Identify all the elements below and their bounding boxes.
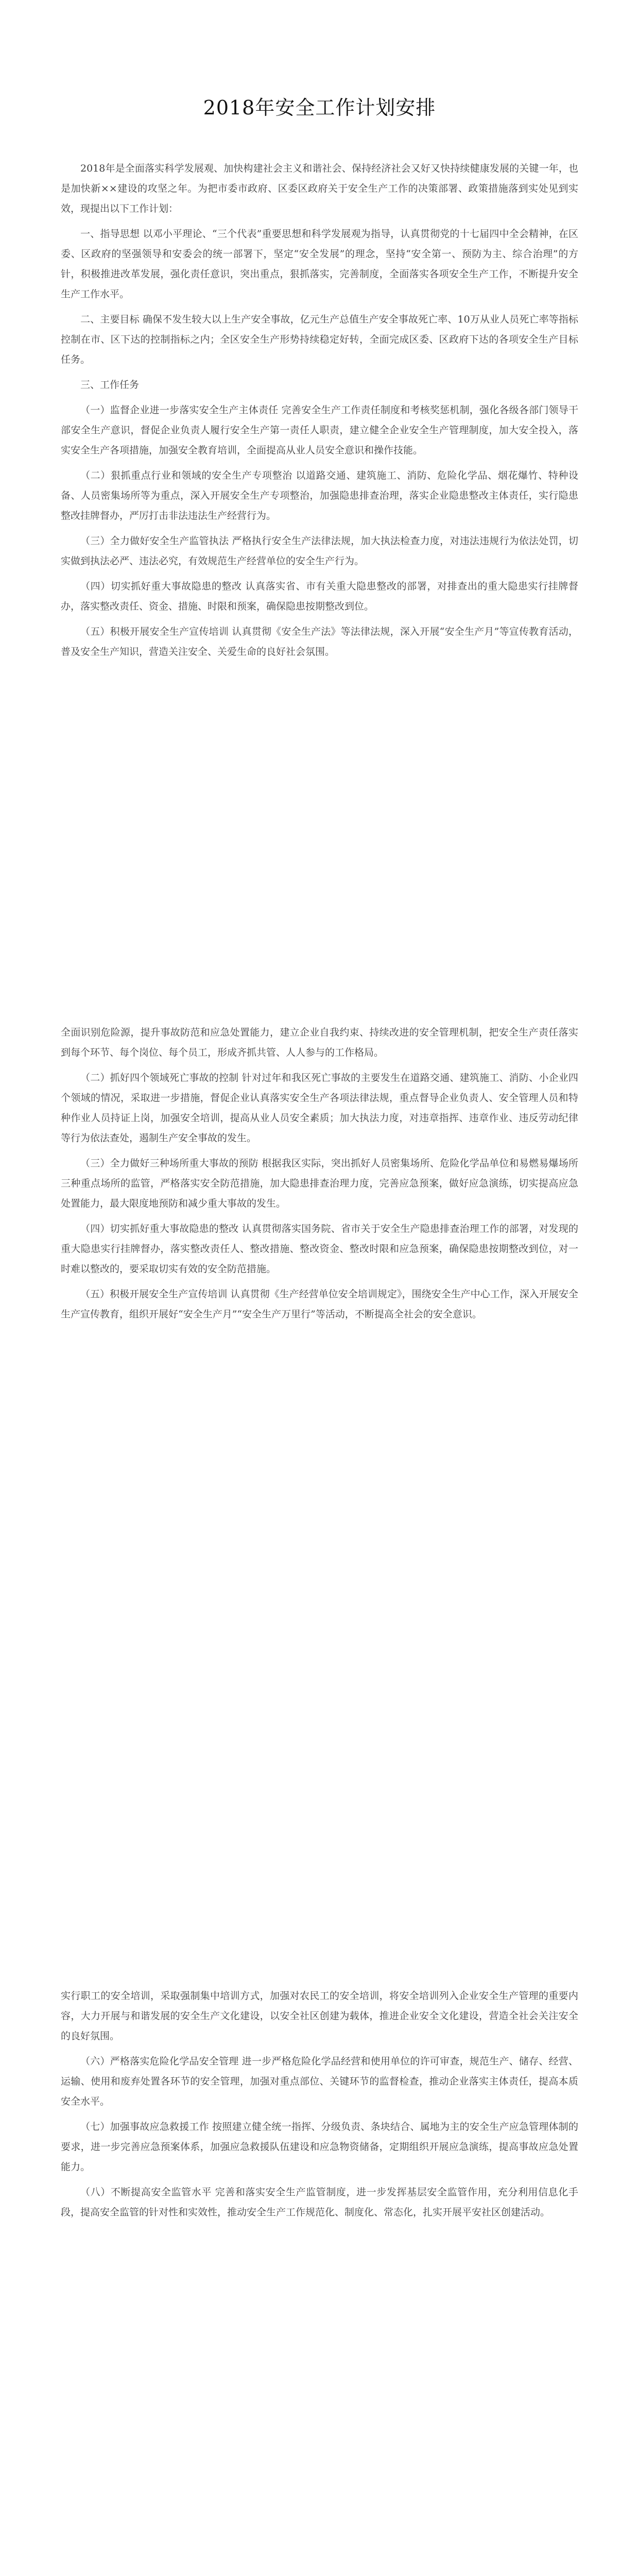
paragraph: （三）全力做好安全生产监管执法 严格执行安全生产法律法规，加大执法检查力度，对违法违规行为依法处罚，切实做到执法必严、违法必究，有效规范生产经营单位的安全生产行为。 bbox=[61, 535, 578, 567]
paragraph: （八）不断提高安全监管水平 完善和落实安全生产监管制度，进一步发挥基层安全监管作用，充分利用信息化手段，提高安全监管的针对性和实效性，推动安全生产工作规范化、制度化、常态化，扎实开展平安社区创建活动。 bbox=[61, 2187, 578, 2218]
paragraph: 实行职工的安全培训，采取强制集中培训方式，加强对农民工的安全培训，将安全培训列入企业安全生产管理的重要内容，大力开展与和谐发展的安全生产文化建设，以安全社区创建为载体，推进企业安全文化建设，营造全社会关注安全的良好氛围。 bbox=[61, 1990, 578, 2042]
paragraph: 2018年是全面落实科学发展观、加快构建社会主义和谐社会、保持经济社会又好又快持续健康发展的关键一年，也是加快新××建设的攻坚之年。为把市委市政府、区委区政府关于安全生产工作的决策部署、政策措施落到实处见到实效，现提出以下工作计划： bbox=[61, 163, 578, 214]
paragraph: （一）监督企业进一步落实安全生产主体责任 完善安全生产工作责任制度和考核奖惩机制，强化各级各部门领导干部安全生产意识，督促企业负责人履行安全生产第一责任人职责，建立健全企业安全生产管理制度，加大安全投入，落实安全生产各项措施，加强安全教育培训，全面提高从业人员安全意识和操作技能。 bbox=[61, 404, 578, 456]
paragraph: 二、主要目标 确保不发生较大以上生产安全事故，亿元生产总值生产安全事故死亡率、10万从业人员死亡率等指标控制在市、区下达的控制指标之内；全区安全生产形势持续稳定好转，全面完成区委、区政府下达的各项安全生产目标任务。 bbox=[61, 314, 578, 365]
section-heading: 三、工作任务 bbox=[80, 379, 140, 391]
paragraph: （五）积极开展安全生产宣传培训 认真贯彻《生产经营单位安全培训规定》，围绕安全生产中心工作，深入开展安全生产宣传教育，组织开展好“安全生产月”“安全生产万里行”等活动，不断提高全社会的安全意识。 bbox=[61, 1289, 578, 1320]
paragraph: （六）严格落实危险化学品安全管理 进一步严格危险化学品经营和使用单位的许可审查，规范生产、储存、经营、运输、使用和废弃处置各环节的安全管理，加强对重点部位、关键环节的监督检查，推动企业落实主体责任，提高本质安全水平。 bbox=[61, 2056, 578, 2107]
paragraph: （五）积极开展安全生产宣传培训 认真贯彻《安全生产法》等法律法规，深入开展“安全生产月”等宣传教育活动，普及安全生产知识，营造关注安全、关爱生命的良好社会氛围。 bbox=[61, 626, 578, 657]
paragraph: （二）狠抓重点行业和领域的安全生产专项整治 以道路交通、建筑施工、消防、危险化学品、烟花爆竹、特种设备、人员密集场所等为重点，深入开展安全生产专项整治，加强隐患排查治理，落实企业隐患整改主体责任，实行隐患整改挂牌督办，严厉打击非法违法生产经营行为。 bbox=[61, 470, 578, 521]
paragraph: 全面识别危险源，提升事故防范和应急处置能力，建立企业自我约束、持续改进的安全管理机制，把安全生产责任落实到每个环节、每个岗位、每个员工，形成齐抓共管、人人参与的工作格局。 bbox=[61, 1027, 578, 1058]
paragraph: （二）抓好四个领域死亡事故的控制 针对过年和我区死亡事故的主要发生在道路交通、建筑施工、消防、小企业四个领域的情况，采取进一步措施，督促企业认真落实安全生产各项法律法规，重点督导企业负责人、安全管理人员和特种作业人员持证上岗，加强安全培训，提高从业人员安全素质；加大执法力度，对违章指挥、违章作业、违反劳动纪律等行为依法查处，遏制生产安全事故的发生。 bbox=[61, 1072, 578, 1144]
page-section-3 bbox=[61, 1986, 578, 2223]
page-section-1 bbox=[61, 159, 578, 662]
page-section-2 bbox=[61, 1023, 578, 1325]
paragraph: （四）切实抓好重大事故隐患的整改 认真落实省、市有关重大隐患整改的部署，对排查出的重大隐患实行挂牌督办，落实整改责任、资金、措施、时限和预案，确保隐患按期整改到位。 bbox=[61, 581, 578, 612]
paragraph: （三）全力做好三种场所重大事故的预防 根据我区实际，突出抓好人员密集场所、危险化学品单位和易燃易爆场所三种重点场所的监管，严格落实安全防范措施，加大隐患排查治理力度，完善应急预案，做好应急演练，切实提高应急处置能力，最大限度地预防和减少重大事故的发生。 bbox=[61, 1158, 578, 1209]
paragraph: （七）加强事故应急救援工作 按照建立健全统一指挥、分级负责、条块结合、属地为主的安全生产应急管理体制的要求，进一步完善应急预案体系，加强应急救援队伍建设和应急物资储备，定期组织开展应急演练，提高事故应急处置能力。 bbox=[61, 2121, 578, 2173]
paragraph: （四）切实抓好重大事故隐患的整改 认真贯彻落实国务院、省市关于安全生产隐患排查治理工作的部署，对发现的重大隐患实行挂牌督办，落实整改责任人、整改措施、整改资金、整改时限和应急预案，确保隐患按期整改到位，对一时难以整改的，要采取切实有效的安全防范措施。 bbox=[61, 1223, 578, 1275]
paragraph: 一、指导思想 以邓小平理论、“三个代表”重要思想和科学发展观为指导，认真贯彻党的十七届四中全会精神，在区委、区政府的坚强领导和安委会的统一部署下，坚定“安全发展”的理念，坚持“安全第一、预防为主、综合治理”的方针，积极推进改革发展，强化责任意识，突出重点，狠抓落实，完善制度，全面落实各项安全生产工作，不断提升安全生产工作水平。 bbox=[61, 228, 578, 300]
document-title: 2018年安全工作计划安排 bbox=[203, 96, 436, 119]
